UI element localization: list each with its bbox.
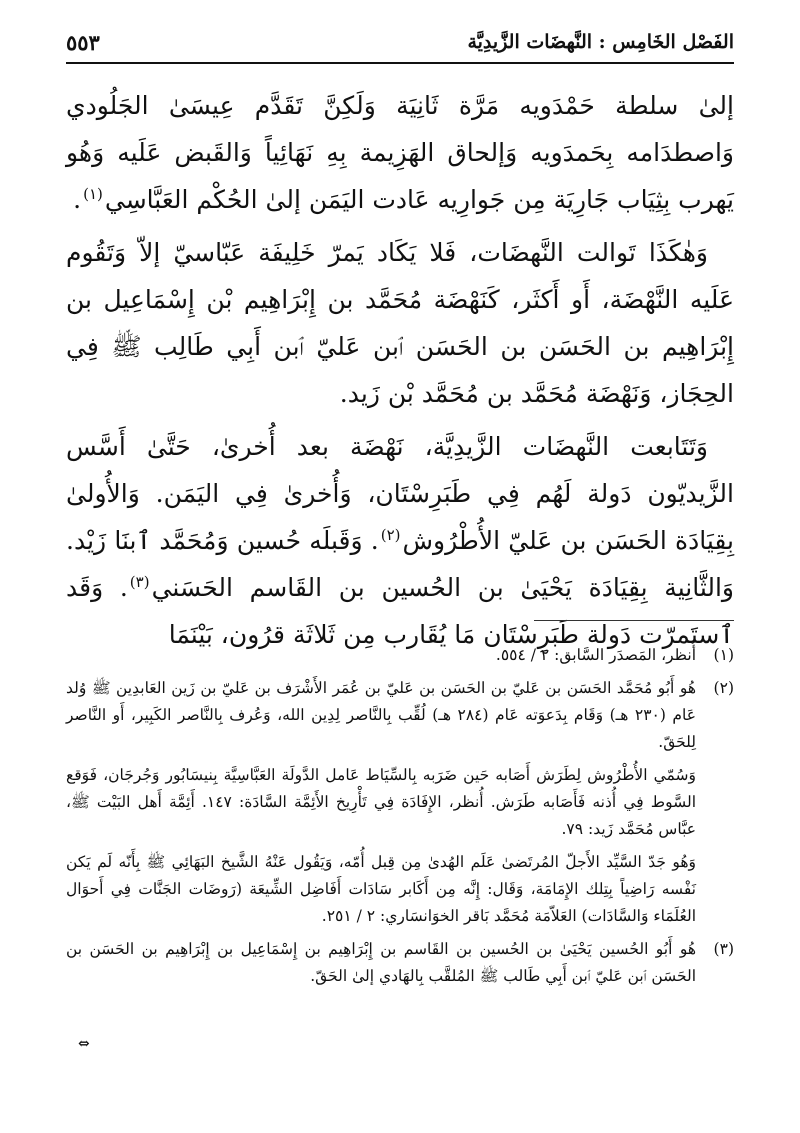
footnote-2-paragraph-b: وَسُمّي الأُطْرُوش لِطَرَش أَصَابه حَين ضَرَبه بِالسِّيَاط عَامل الدَّولَة العَبَّاسِيَّة بِنيسَابُور وَجُرجَان، فَوَقع السَّوط فِي أُذنه فَأَصَابه طَرَش. أُنظر، الإِفَادَة فِي تَأْرِيخ الأَئِمَّة السَّادَة: ١٤٧. أَئِمَّة أَهل البَيْت ﷺ، عبَّاس مُحَمَّد زَيد: ٧٩. bbox=[66, 766, 696, 838]
footnote-3-text: هُو أَبُو الحُسين يَحْيَىٰ بن الحُسين بن القَاسم بن إِبْرَاهِيم بن إِسْمَاعِيل بن إِبْرَاهِيم بن الحَسَن بن الحَسَن ٱبن عَليّ ٱبن أَبِي طَالب ﷺ المُلقَّب بِالهَادي إلىٰ الحَقّ. bbox=[66, 940, 696, 985]
footnote-ref-3[interactable]: (٣) bbox=[129, 572, 150, 591]
footnote-1-number: (١) bbox=[713, 646, 734, 664]
footnote-ref-1[interactable]: (١) bbox=[83, 184, 103, 203]
footnote-ref-2[interactable]: (٢) bbox=[380, 525, 401, 544]
paragraph-3-text-c: . وَقَد ٱستَمرّت دَولة طَبَرِسْتَان مَا يُقَارب مِن ثَلاثَة قرُون، بَيْنَمَا bbox=[66, 573, 734, 649]
footnote-separator bbox=[534, 620, 734, 621]
paragraph-1-text: إلىٰ سلطة حَمْدَويه مَرَّة ثَانِيَة وَلَكِنَّ تَقَدَّم عِيسَىٰ الجَلُودي وَاصطدَامه بِحَمدَويه وَإلحاق الهَزِيمة بِهِ نَهَائِياً وَالقَبض عَلَيه وَهُو يَهرب بِثِيَاب جَارِيَة مِن جَوارِيه عَادت اليَمَن إلىٰ الحُكْم العَبَّاسِي bbox=[66, 91, 734, 214]
paragraph-1-end: . bbox=[73, 185, 82, 214]
paragraph-3-text-b: . وَقَبلَه حُسين وَمُحَمَّد ٱبنَا زَيْد. وَالثَّانِية بِقِيَادَة يَحْيَىٰ بن الحُسين بن القَاسم الحَسَني bbox=[66, 526, 734, 602]
footnote-2-text: هُو أَبُو مُحَمَّد الحَسَن بن عَليّ بن الحَسَن بن عَليّ بن عُمَر الأَشْرَف بن عَليّ بن زَين العَابدِين ﷺ وُلد عَام (٢٣٠ هـ) وَقَام بِدَعوَته عَام (٢٨٤ هـ) لُقِّب بِالنَّاصر لِدِين الله، وَعُرف بِالنَّاصر الكَبِير، أَو النَّاصر لِلحَقّ. bbox=[66, 679, 697, 751]
footnote-1 bbox=[66, 642, 734, 669]
page-header bbox=[66, 22, 734, 64]
footnotes-section bbox=[66, 642, 734, 996]
footnote-2-paragraph-c: وَهُو جَدّ السَّيِّد الأَجلّ المُرتَضىٰ عَلَم الهُدىٰ مِن قِبل أُمّه، وَيَقُول عَنْهُ الشَّيخ البَهَائِي ﷺ بِأَنّه لَم يَكن نَفْسه رَاضِياً بِتِلك الإِمَامَة، وَقَال: إِنَّه مِن أَكَابر سَادَات أَفَاضِل الشِّيعَة (رَوضَات الجَنَّات فِي أَحوَال العُلَمَاء وَالسَّادَات) العَلاّمَة مُحَمَّد بَاقر الخوَانسَاري: ٢ / ٢٥١. bbox=[66, 853, 696, 925]
page-number: ٥٥٣ bbox=[66, 29, 100, 55]
paragraph-3-text-a: وَتَتَابعت النَّهضَات الزَّيدِيَّة، نَهْضَة بعد أُخرىٰ، حَتَّىٰ أَسَّس الزَّيديّون دَولة لَهُم فِي طَبَرِسْتَان، وَأُخرىٰ فِي اليَمَن. وَالأُولىٰ بِقِيَادَة الحَسَن بن عَليّ الأُطْرُوش bbox=[66, 432, 734, 555]
paragraph-3 bbox=[66, 423, 734, 658]
footnote-2-number: (٢) bbox=[713, 679, 734, 697]
footnote-2 bbox=[66, 675, 734, 756]
footnote-3 bbox=[66, 936, 734, 990]
paragraph-2: وَهٰكَذَا تَوالت النَّهضَات، فَلا يَكَاد يَمرّ خَلِيفَة عَبّاسيّ إلاّ وَتَقُوم عَلَيه النَّهْضَة، أَو أَكثَر، كَنَهْضَة مُحَمَّد بن إِبْرَاهِيم بْن إِسْمَاعِيل بن إِبْرَاهِيم بن الحَسَن بن الحَسَن ٱبن عَليّ ٱبن أَبِي طَالِب ﷺ فِي الحِجَاز، وَنَهْضَة مُحَمَّد بن مُحَمَّد بْن زَيد. bbox=[66, 238, 734, 408]
main-text bbox=[66, 82, 734, 664]
running-title: الفَصْل الخَامِس : النَّهضَات الزَّيدِيَّة bbox=[467, 31, 734, 53]
footnote-3-number: (٣) bbox=[713, 940, 734, 958]
paragraph-1 bbox=[66, 82, 734, 223]
end-mark-icon: ⇔ bbox=[78, 1036, 90, 1052]
footnote-1-text: أُنظر، المَصدَر السَّابق: ٢ / ٥٥٤. bbox=[495, 646, 696, 664]
